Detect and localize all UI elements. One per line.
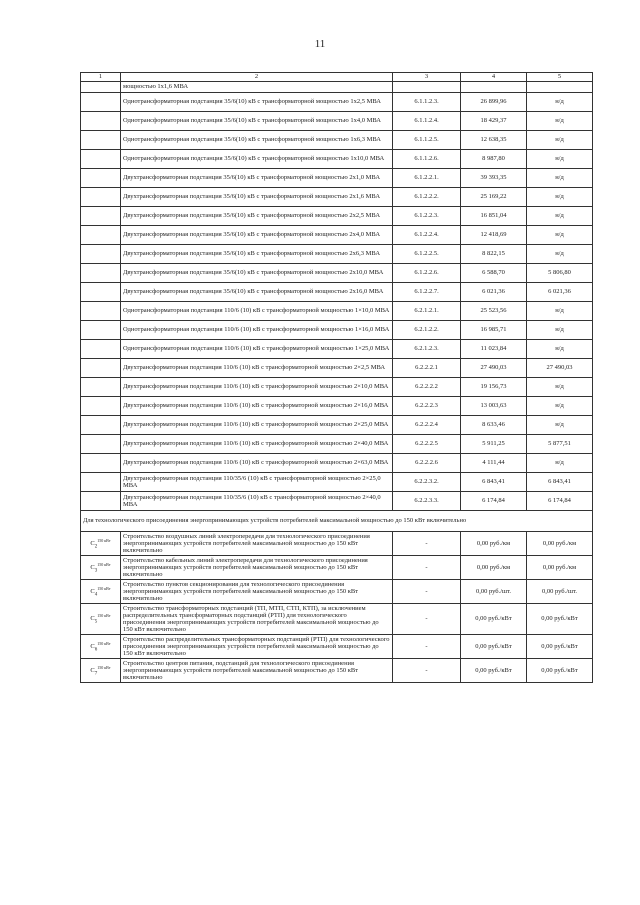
- table-row: [81, 131, 593, 150]
- row-label-cell: [81, 131, 121, 150]
- row-label-cell: [81, 169, 121, 188]
- row-code: 6.1.1.2.6.: [393, 150, 461, 169]
- table-row: [81, 397, 593, 416]
- row-description: Строительство распределительных трансформаторных подстанций (РТП) для технологического присоединения энергопринимающих устройств потребителей максимальной мощностью до 150 кВт включительно: [121, 635, 393, 659]
- row-value-1: 8 822,15: [461, 245, 527, 264]
- row-value-2: 0,00 руб./км: [527, 556, 593, 580]
- row-description: Двухтрансформаторная подстанция 110/6 (10) кВ с трансформаторной мощностью 2×16,0 МВА: [121, 397, 393, 416]
- row-code: 6.2.2.2.3: [393, 397, 461, 416]
- row-description: Однотрансформаторная подстанция 35/6(10) кВ с трансформаторной мощностью 1х10,0 МВА: [121, 150, 393, 169]
- row-value-1: 39 393,35: [461, 169, 527, 188]
- section-row: [81, 511, 593, 532]
- cost-code-power: 150 кВт: [97, 613, 111, 619]
- table-row: [81, 635, 593, 659]
- row-code: -: [393, 635, 461, 659]
- row-label-cell: [81, 473, 121, 492]
- row-code: 6.2.2.3.2.: [393, 473, 461, 492]
- row-value-2: н/д: [527, 321, 593, 340]
- row-code: -: [393, 580, 461, 604]
- row-code: 6.1.2.2.5.: [393, 245, 461, 264]
- row-description: Двухтрансформаторная подстанция 110/35/6 (10) кВ с трансформаторной мощностью 2×40,0 МВА: [121, 492, 393, 511]
- page-number: 11: [314, 38, 326, 50]
- row-value-2: н/д: [527, 207, 593, 226]
- row-description: Однотрансформаторная подстанция 110/6 (10) кВ с трансформаторной мощностью 1×10,0 МВА: [121, 302, 393, 321]
- cost-code-index: 7: [94, 671, 98, 677]
- table-row: [81, 659, 593, 683]
- cost-code-letter: C: [90, 539, 95, 547]
- row-description: Двухтрансформаторная подстанция 35/6(10) кВ с трансформаторной мощностью 2х1,6 МВА: [121, 188, 393, 207]
- row-code: 6.2.1.2.1.: [393, 302, 461, 321]
- row-label-cell: [81, 302, 121, 321]
- row-description: Двухтрансформаторная подстанция 110/6 (10) кВ с трансформаторной мощностью 2×10,0 МВА: [121, 378, 393, 397]
- row-code: -: [393, 604, 461, 635]
- table-row: [81, 532, 593, 556]
- cost-code-letter: C: [90, 615, 95, 623]
- row-value-2: 6 021,36: [527, 283, 593, 302]
- header-col-2: 2: [121, 73, 393, 82]
- row-value-1: 12 638,35: [461, 131, 527, 150]
- row-code: 6.1.2.2.4.: [393, 226, 461, 245]
- table-row: [81, 359, 593, 378]
- row-value-2: 0,00 руб./кВт: [527, 604, 593, 635]
- table-row: [81, 82, 593, 93]
- cost-code-label: [81, 580, 121, 604]
- row-code: 6.2.2.2.6: [393, 454, 461, 473]
- table-row: [81, 340, 593, 359]
- row-value-2: н/д: [527, 416, 593, 435]
- row-value-2: н/д: [527, 93, 593, 112]
- section-title: Для технологического присоединения энергопринимающих устройств потребителей максимальной мощностью до 150 кВт включительно: [81, 511, 593, 532]
- table-row: [81, 226, 593, 245]
- row-label-cell: [81, 188, 121, 207]
- row-value-1: 11 023,84: [461, 340, 527, 359]
- cost-code-label: [81, 532, 121, 556]
- row-description: мощностью 1х1,6 МВА: [121, 82, 393, 93]
- row-label-cell: [81, 226, 121, 245]
- row-value-1: 16 851,04: [461, 207, 527, 226]
- row-code: [393, 82, 461, 93]
- row-value-1: 5 911,25: [461, 435, 527, 454]
- row-value-1: 6 021,36: [461, 283, 527, 302]
- row-code: 6.1.2.2.6.: [393, 264, 461, 283]
- row-value-2: н/д: [527, 112, 593, 131]
- table-row: [81, 169, 593, 188]
- row-value-2: н/д: [527, 397, 593, 416]
- row-value-1: 26 899,96: [461, 93, 527, 112]
- row-description: Двухтрансформаторная подстанция 35/6(10) кВ с трансформаторной мощностью 2х4,0 МВА: [121, 226, 393, 245]
- row-value-2: н/д: [527, 340, 593, 359]
- row-value-2: 0,00 руб./кВт: [527, 635, 593, 659]
- cost-code-label: [81, 604, 121, 635]
- table-row: [81, 283, 593, 302]
- row-value-2: н/д: [527, 245, 593, 264]
- table-row: [81, 473, 593, 492]
- row-label-cell: [81, 112, 121, 131]
- row-description: Строительство трансформаторных подстанций (ТП, МТП, СТП, КТП), за исключением распределительных трансформаторных подстанций (РТП) для технологического присоединения энергопринимающих устройств потребителей максимальной мощностью до 150 кВт включительно: [121, 604, 393, 635]
- row-value-2: н/д: [527, 150, 593, 169]
- row-label-cell: [81, 264, 121, 283]
- row-code: -: [393, 532, 461, 556]
- row-code: 6.2.2.2.2: [393, 378, 461, 397]
- row-description: Строительство воздушных линий электропередачи для технологического присоединения энергопринимающих устройств потребителей максимальной мощностью до 150 кВт включительно: [121, 532, 393, 556]
- row-description: Двухтрансформаторная подстанция 110/6 (10) кВ с трансформаторной мощностью 2×25,0 МВА: [121, 416, 393, 435]
- row-label-cell: [81, 283, 121, 302]
- cost-code-power: 150 кВт: [97, 537, 111, 543]
- row-label-cell: [81, 93, 121, 112]
- row-value-2: 6 174,84: [527, 492, 593, 511]
- row-value-2: 0,00 руб./шт.: [527, 580, 593, 604]
- row-value-2: н/д: [527, 188, 593, 207]
- row-code: 6.2.1.2.2.: [393, 321, 461, 340]
- row-value-1: 0,00 руб./км: [461, 556, 527, 580]
- row-value-1: 8 987,80: [461, 150, 527, 169]
- table-row: [81, 604, 593, 635]
- row-code: 6.1.1.2.3.: [393, 93, 461, 112]
- row-label-cell: [81, 321, 121, 340]
- row-value-1: 13 003,63: [461, 397, 527, 416]
- row-value-1: [461, 82, 527, 93]
- row-description: Однотрансформаторная подстанция 35/6(10) кВ с трансформаторной мощностью 1х2,5 МВА: [121, 93, 393, 112]
- row-value-1: 0,00 руб./шт.: [461, 580, 527, 604]
- row-code: 6.1.1.2.5.: [393, 131, 461, 150]
- table-row: [81, 302, 593, 321]
- tariff-table: [80, 72, 593, 683]
- row-description: Двухтрансформаторная подстанция 35/6(10) кВ с трансформаторной мощностью 2х1,0 МВА: [121, 169, 393, 188]
- row-value-2: 5 877,51: [527, 435, 593, 454]
- row-value-1: 16 985,71: [461, 321, 527, 340]
- row-description: Строительство пунктов секционирования для технологического присоединения энергопринимающих устройств потребителей максимальной мощностью до 150 кВт включительно: [121, 580, 393, 604]
- row-code: 6.1.2.2.7.: [393, 283, 461, 302]
- row-code: 6.1.2.2.1.: [393, 169, 461, 188]
- row-code: 6.1.2.2.2.: [393, 188, 461, 207]
- cost-code-letter: C: [90, 642, 95, 650]
- row-description: Строительство кабельных линий электропередачи для технологического присоединения энергопринимающих устройств потребителей максимальной мощностью до 150 кВт включительно: [121, 556, 393, 580]
- row-label-cell: [81, 416, 121, 435]
- table-row: [81, 245, 593, 264]
- cost-code-index: 3: [94, 568, 98, 574]
- cost-code-power: 150 кВт: [97, 561, 111, 567]
- row-description: Двухтрансформаторная подстанция 35/6(10) кВ с трансформаторной мощностью 2х2,5 МВА: [121, 207, 393, 226]
- row-description: Однотрансформаторная подстанция 110/6 (10) кВ с трансформаторной мощностью 1×25,0 МВА: [121, 340, 393, 359]
- row-value-1: 6 174,84: [461, 492, 527, 511]
- row-value-2: н/д: [527, 169, 593, 188]
- row-value-1: 25 169,22: [461, 188, 527, 207]
- row-value-1: 4 111,44: [461, 454, 527, 473]
- row-value-2: н/д: [527, 378, 593, 397]
- row-value-1: 0,00 руб./кВт: [461, 659, 527, 683]
- table-row: [81, 435, 593, 454]
- header-col-1: 1: [81, 73, 121, 82]
- cost-code-index: 5: [94, 619, 98, 625]
- header-col-5: 5: [527, 73, 593, 82]
- row-value-1: 0,00 руб./кВт: [461, 604, 527, 635]
- cost-code-label: [81, 635, 121, 659]
- row-description: Двухтрансформаторная подстанция 35/6(10) кВ с трансформаторной мощностью 2х6,3 МВА: [121, 245, 393, 264]
- row-label-cell: [81, 378, 121, 397]
- row-value-2: 0,00 руб./кВт: [527, 659, 593, 683]
- row-description: Двухтрансформаторная подстанция 35/6(10) кВ с трансформаторной мощностью 2х10,0 МВА: [121, 264, 393, 283]
- row-label-cell: [81, 492, 121, 511]
- row-code: 6.2.2.2.4: [393, 416, 461, 435]
- row-value-2: н/д: [527, 454, 593, 473]
- row-code: 6.2.2.2.5: [393, 435, 461, 454]
- row-code: 6.2.1.2.3.: [393, 340, 461, 359]
- header-row: [81, 73, 593, 82]
- cost-code-label: [81, 556, 121, 580]
- table-row: [81, 556, 593, 580]
- row-value-2: 6 843,41: [527, 473, 593, 492]
- row-value-1: 18 429,37: [461, 112, 527, 131]
- row-description: Однотрансформаторная подстанция 35/6(10) кВ с трансформаторной мощностью 1х4,0 МВА: [121, 112, 393, 131]
- row-description: Двухтрансформаторная подстанция 110/6 (10) кВ с трансформаторной мощностью 2×2,5 МВА: [121, 359, 393, 378]
- row-code: -: [393, 556, 461, 580]
- row-value-2: 27 490,03: [527, 359, 593, 378]
- row-value-2: н/д: [527, 302, 593, 321]
- cost-code-index: 4: [94, 592, 98, 598]
- row-value-2: н/д: [527, 226, 593, 245]
- header-col-3: 3: [393, 73, 461, 82]
- row-label-cell: [81, 340, 121, 359]
- header-col-4: 4: [461, 73, 527, 82]
- table-row: [81, 264, 593, 283]
- row-value-1: 0,00 руб./кВт: [461, 635, 527, 659]
- row-label-cell: [81, 454, 121, 473]
- table-row: [81, 188, 593, 207]
- table-row: [81, 580, 593, 604]
- row-label-cell: [81, 397, 121, 416]
- row-value-1: 27 490,03: [461, 359, 527, 378]
- row-value-1: 8 633,46: [461, 416, 527, 435]
- row-description: Однотрансформаторная подстанция 35/6(10) кВ с трансформаторной мощностью 1х6,3 МВА: [121, 131, 393, 150]
- row-label-cell: [81, 207, 121, 226]
- cost-code-index: 6: [94, 647, 98, 653]
- row-value-1: 12 418,69: [461, 226, 527, 245]
- row-value-1: 25 523,56: [461, 302, 527, 321]
- row-value-2: 5 806,80: [527, 264, 593, 283]
- table-row: [81, 321, 593, 340]
- row-label-cell: [81, 359, 121, 378]
- row-label-cell: [81, 150, 121, 169]
- cost-code-letter: C: [90, 587, 95, 595]
- row-description: Двухтрансформаторная подстанция 35/6(10) кВ с трансформаторной мощностью 2х16,0 МВА: [121, 283, 393, 302]
- row-value-2: 0,00 руб./км: [527, 532, 593, 556]
- row-description: Строительство центров питания, подстанций для технологического присоединения энергопринимающих устройств потребителей максимальной мощностью до 150 кВт включительно: [121, 659, 393, 683]
- cost-code-letter: C: [90, 563, 95, 571]
- row-description: Двухтрансформаторная подстанция 110/6 (10) кВ с трансформаторной мощностью 2×40,0 МВА: [121, 435, 393, 454]
- row-value-1: 19 156,73: [461, 378, 527, 397]
- table-row: [81, 150, 593, 169]
- table-row: [81, 454, 593, 473]
- row-label-cell: [81, 82, 121, 93]
- cost-code-letter: C: [90, 666, 95, 674]
- row-description: Двухтрансформаторная подстанция 110/35/6 (10) кВ с трансформаторной мощностью 2×25,0 МВА: [121, 473, 393, 492]
- row-value-1: 6 843,41: [461, 473, 527, 492]
- table-row: [81, 112, 593, 131]
- row-code: 6.2.2.3.3.: [393, 492, 461, 511]
- row-code: -: [393, 659, 461, 683]
- table-row: [81, 416, 593, 435]
- table-row: [81, 93, 593, 112]
- row-label-cell: [81, 435, 121, 454]
- cost-code-power: 150 кВт: [97, 640, 111, 646]
- row-label-cell: [81, 245, 121, 264]
- table-row: [81, 207, 593, 226]
- row-code: 6.2.2.2.1: [393, 359, 461, 378]
- row-value-2: [527, 82, 593, 93]
- cost-code-power: 150 кВт: [97, 664, 111, 670]
- row-value-1: 0,00 руб./км: [461, 532, 527, 556]
- cost-code-index: 2: [94, 544, 98, 550]
- table-row: [81, 378, 593, 397]
- row-description: Двухтрансформаторная подстанция 110/6 (10) кВ с трансформаторной мощностью 2×63,0 МВА: [121, 454, 393, 473]
- cost-code-power: 150 кВт: [97, 585, 111, 591]
- row-description: Однотрансформаторная подстанция 110/6 (10) кВ с трансформаторной мощностью 1×16,0 МВА: [121, 321, 393, 340]
- row-value-1: 6 588,70: [461, 264, 527, 283]
- row-value-2: н/д: [527, 131, 593, 150]
- row-code: 6.1.2.2.3.: [393, 207, 461, 226]
- table-row: [81, 492, 593, 511]
- row-code: 6.1.1.2.4.: [393, 112, 461, 131]
- cost-code-label: [81, 659, 121, 683]
